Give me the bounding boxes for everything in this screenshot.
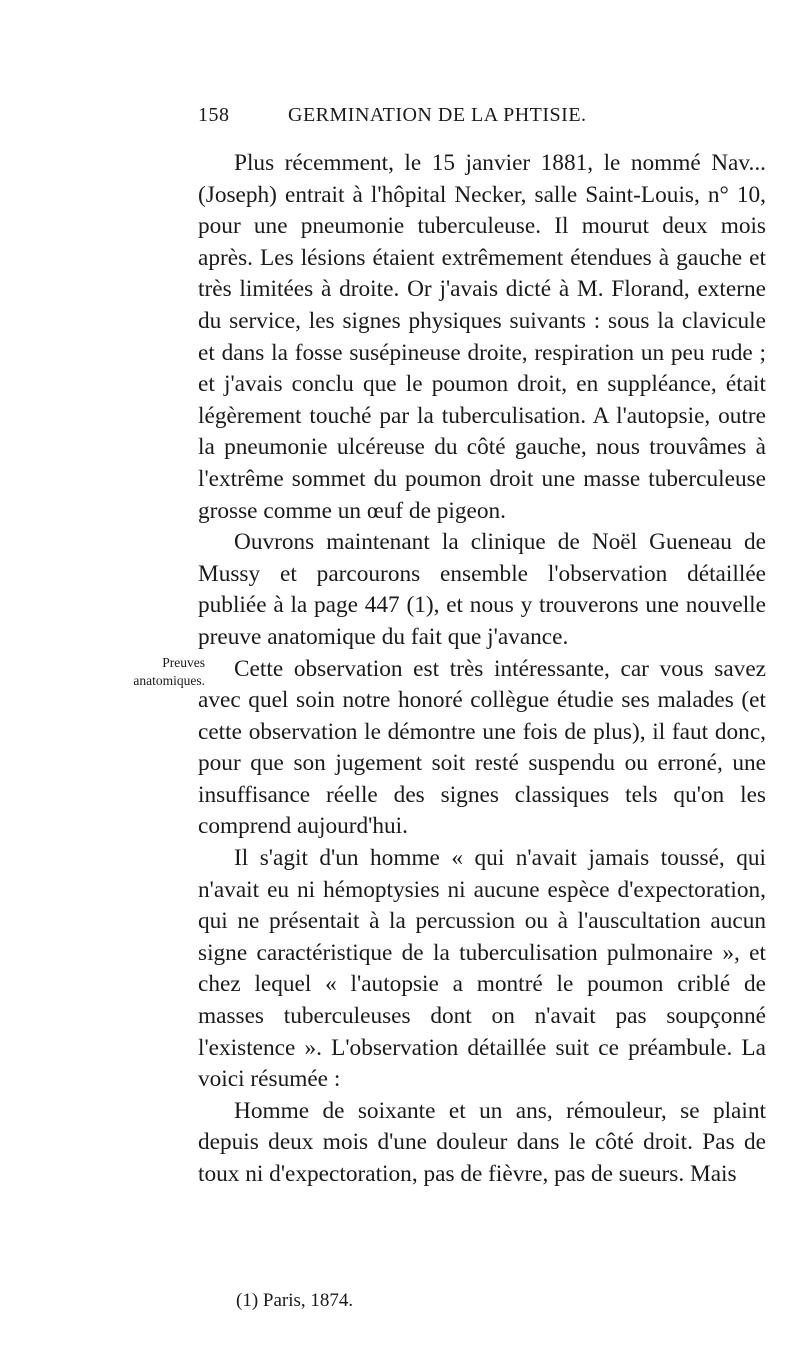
margin-note-line: Preuves — [162, 655, 205, 670]
body-text — [198, 148, 766, 1191]
paragraph: Ouvrons maintenant la clinique de Noël Gueneau de Mussy et parcourons ensemble l'observation détaillée publiée à la page 447 (1), et nous y trouverons une nouvelle preuve anatomique du fait que j'avance. — [198, 529, 766, 650]
page-number: 158 — [198, 104, 230, 126]
margin-note — [95, 654, 205, 690]
paragraph: Il s'agit d'un homme « qui n'avait jamais toussé, qui n'avait eu ni hémoptysies ni aucune espèce d'expectoration, qui ne présentait à la percussion ou à l'auscultation aucun signe caractéristique de la tuberculisation pulmonaire », et chez lequel « l'autopsie a montré le poumon criblé de masses tuberculeuses dont on n'avait pas soupçonné l'existence ». L'observation détaillée suit ce préambule. La voici résumée : — [198, 845, 766, 1093]
footnote: (1) Paris, 1874. — [236, 1290, 354, 1311]
margin-note-line: anatomiques. — [133, 673, 205, 688]
paragraph: Cette observation est très intéressante, car vous savez avec quel soin notre honoré collègue étudie ses malades (et cette observation le démontre une fois de plus), il faut donc, pour que son jugement soit resté suspendu ou erroné, une insuffisance réelle des signes classiques tels qu'on les comprend aujourd'hui. — [198, 655, 766, 840]
paragraph: Homme de soixante et un ans, rémouleur, se plaint depuis deux mois d'une douleur dans le côté droit. Pas de toux ni d'expectoration, pas de fièvre, pas de sueurs. Mais — [198, 1097, 766, 1187]
paragraph: Plus récemment, le 15 janvier 1881, le nommé Nav... (Joseph) entrait à l'hôpital Necker, salle Saint-Louis, n° 10, pour une pneumonie tuberculeuse. Il mourut deux mois après. Les lésions étaient extrêmement étendues à gauche et très limitées à droite. Or j'avais dicté à M. Florand, externe du service, les signes physiques suivants : sous la clavicule et dans la fosse susépineuse droite, respiration un peu rude ; et j'avais conclu que le poumon droit, en suppléance, était légèrement touché par la tuberculisation. A l'autopsie, outre la pneumonie ulcéreuse du côté gauche, nous trouvâmes à l'extrême sommet du poumon droit une masse tuberculeuse grosse comme un œuf de pigeon. — [198, 150, 766, 524]
running-title: GERMINATION DE LA PHTISIE. — [288, 104, 587, 126]
